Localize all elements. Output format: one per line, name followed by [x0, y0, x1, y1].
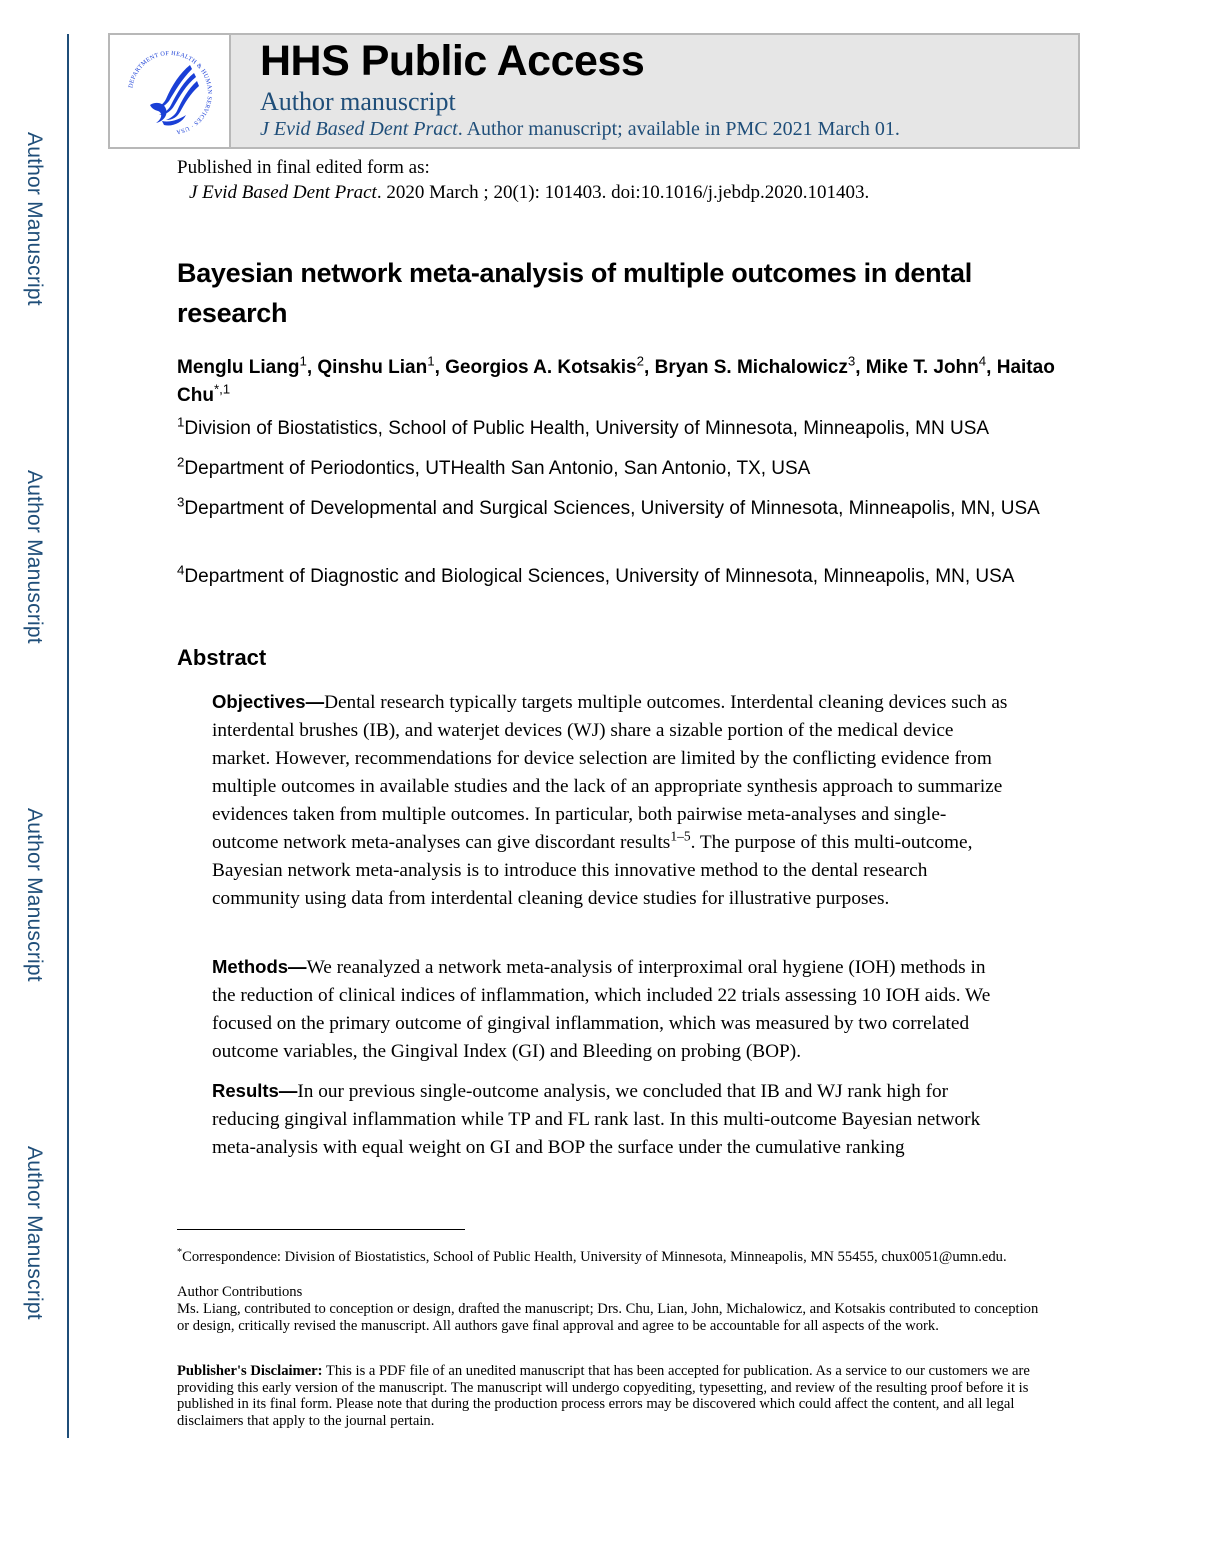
sidebar-label-text: Author Manuscript	[23, 1146, 46, 1320]
published-journal: J Evid Based Dent Pract	[189, 182, 377, 203]
affiliation-text: Department of Diagnostic and Biological Sciences, University of Minnesota, Minneapolis, MN, USA	[184, 566, 1015, 587]
section-label: Objectives—	[212, 691, 325, 712]
affiliation-text: Department of Periodontics, UTHealth San Antonio, San Antonio, TX, USA	[184, 458, 811, 479]
article-title: Bayesian network meta-analysis of multiple outcomes in dental research	[177, 258, 972, 328]
sidebar-label-text: Author Manuscript	[23, 808, 46, 982]
citation-ref[interactable]: 1–5	[670, 828, 691, 844]
footnote-contributions: Ms. Liang, contributed to conception or design, drafted the manuscript; Drs. Chu, Lian, John, Michalowicz, and Kotsakis contributed to conception or design, critically revised the manuscript. All authors gave final approval and agree to be accountable for all aspects of the work.	[177, 1301, 1039, 1334]
svg-text:DEPARTMENT OF HEALTH & HUMAN S: DEPARTMENT OF HEALTH & HUMAN SERVICES · USA	[127, 49, 214, 136]
hhs-banner	[108, 33, 1080, 149]
logo-cell	[110, 35, 231, 147]
banner-subtitle: Author manuscript	[260, 87, 456, 116]
disclaimer-label: Publisher's Disclaimer:	[177, 1363, 323, 1379]
footnote-correspondence	[177, 1249, 1047, 1266]
sidebar-rule	[67, 34, 69, 1438]
disclaimer-text: This is a PDF file of an unedited manuscript that has been accepted for publication. As a service to our customers we are providing this early version of the manuscript. The manuscript will undergo copyediting, typesetting, and review of the resulting proof before it is published in its final form. Please note that during the production process errors may be discovered which could affect the content, and all legal disclaimers that apply to the journal pertain.	[177, 1363, 1030, 1429]
banner-title: HHS Public Access	[260, 37, 645, 85]
publisher-disclaimer	[177, 1363, 1047, 1429]
abstract-methods	[212, 953, 1012, 1066]
author[interactable]: Menglu Liang$^1$	[177, 353, 307, 378]
affiliation-marker: 4	[177, 562, 185, 578]
published-citation	[177, 180, 869, 205]
author[interactable]: Haitao Chu$^{*,1}$	[177, 357, 1055, 406]
section-text: In our previous single-outcome analysis, we concluded that IB and WJ rank high for reducing gingival inflammation while TP and FL rank last. In this multi-outcome Bayesian network meta-analysis with equal weight on GI and BOP the surface under the cumulative ranking	[212, 1081, 981, 1158]
affiliation	[177, 415, 1057, 443]
section-text: Dental research typically targets multiple outcomes. Interdental cleaning devices such as interdental brushes (IB), and waterjet devices (WJ) share a sizable portion of the medical device market. However, recommendations for device selection are limited by the conflicting evidence from multiple outcomes in available studies and the lack of an appropriate synthesis approach to summarize evidences taken from multiple outcomes. In particular, both pairwise meta-analyses and single-outcome network meta-analyses can give discordant results	[212, 692, 1008, 853]
author[interactable]: Mike T. John$^4$	[865, 353, 987, 378]
author[interactable]: Qinshu Lian$^1$	[317, 353, 435, 378]
abstract-heading: Abstract	[177, 645, 267, 670]
affiliation-marker: 2	[177, 454, 185, 470]
author-list: Menglu Liang$^1$, Qinshu Lian$^1$, Georgios A. Kotsakis$^2$, Bryan S. Michalowicz$^3$, Mike T. John$^4$, Haitao Chu$^{*,1}$	[177, 353, 1055, 406]
author[interactable]: Bryan S. Michalowicz$^3$	[654, 353, 856, 378]
banner-journal: J Evid Based Dent Pract	[260, 118, 458, 140]
affiliation-text: Department of Developmental and Surgical Sciences, University of Minnesota, Minneapolis, MN, USA	[184, 498, 1040, 519]
affiliation-text: Division of Biostatistics, School of Public Health, University of Minnesota, Minneapolis, MN USA	[184, 418, 990, 439]
section-text: We reanalyzed a network meta-analysis of interproximal oral hygiene (IOH) methods in the reduction of clinical indices of inflammation, which included 22 trials assessing 10 IOH aids. We focused on the primary outcome of gingival inflammation, which was measured by two correlated outcome variables, the Gingival Index (GI) and Bleeding on probing (BOP).	[212, 957, 991, 1062]
hhs-eagle-seal-icon	[120, 43, 220, 143]
published-citation-text: . 2020 March ; 20(1): 101403. doi:10.1016/j.jebdp.2020.101403.	[376, 182, 870, 203]
sidebar-label-text: Author Manuscript	[23, 470, 46, 644]
footnote-divider	[177, 1229, 465, 1230]
abstract-objectives	[212, 688, 1012, 913]
sidebar-label-text: Author Manuscript	[23, 132, 46, 306]
section-label: Results—	[212, 1080, 298, 1101]
correspondence-text: Correspondence: Division of Biostatistics, School of Public Health, University of Minnesota, Minneapolis, MN 55455, chux0051@umn.edu.	[182, 1249, 1007, 1265]
affiliation-marker: 1	[177, 414, 185, 430]
author[interactable]: Georgios A. Kotsakis$^2$	[445, 353, 645, 378]
banner-availability	[260, 118, 900, 141]
section-text: . The purpose of this multi-outcome, Bayesian network meta-analysis is to introduce this innovative method to the dental research community using data from interdental cleaning device studies for illustrative purposes.	[212, 832, 973, 909]
footnote-contributions-heading: Author Contributions	[177, 1284, 303, 1300]
published-in	[177, 155, 869, 205]
footnote-marker: *	[177, 1247, 183, 1259]
affiliation	[177, 455, 1057, 483]
section-label: Methods—	[212, 956, 307, 977]
published-intro: Published in final edited form as:	[177, 157, 430, 178]
banner-availability-text: . Author manuscript; available in PMC 2021 March 01.	[457, 118, 900, 140]
affiliation	[177, 563, 1027, 591]
abstract-results	[212, 1077, 1012, 1162]
affiliation-marker: 3	[177, 494, 185, 510]
affiliation	[177, 495, 1047, 523]
